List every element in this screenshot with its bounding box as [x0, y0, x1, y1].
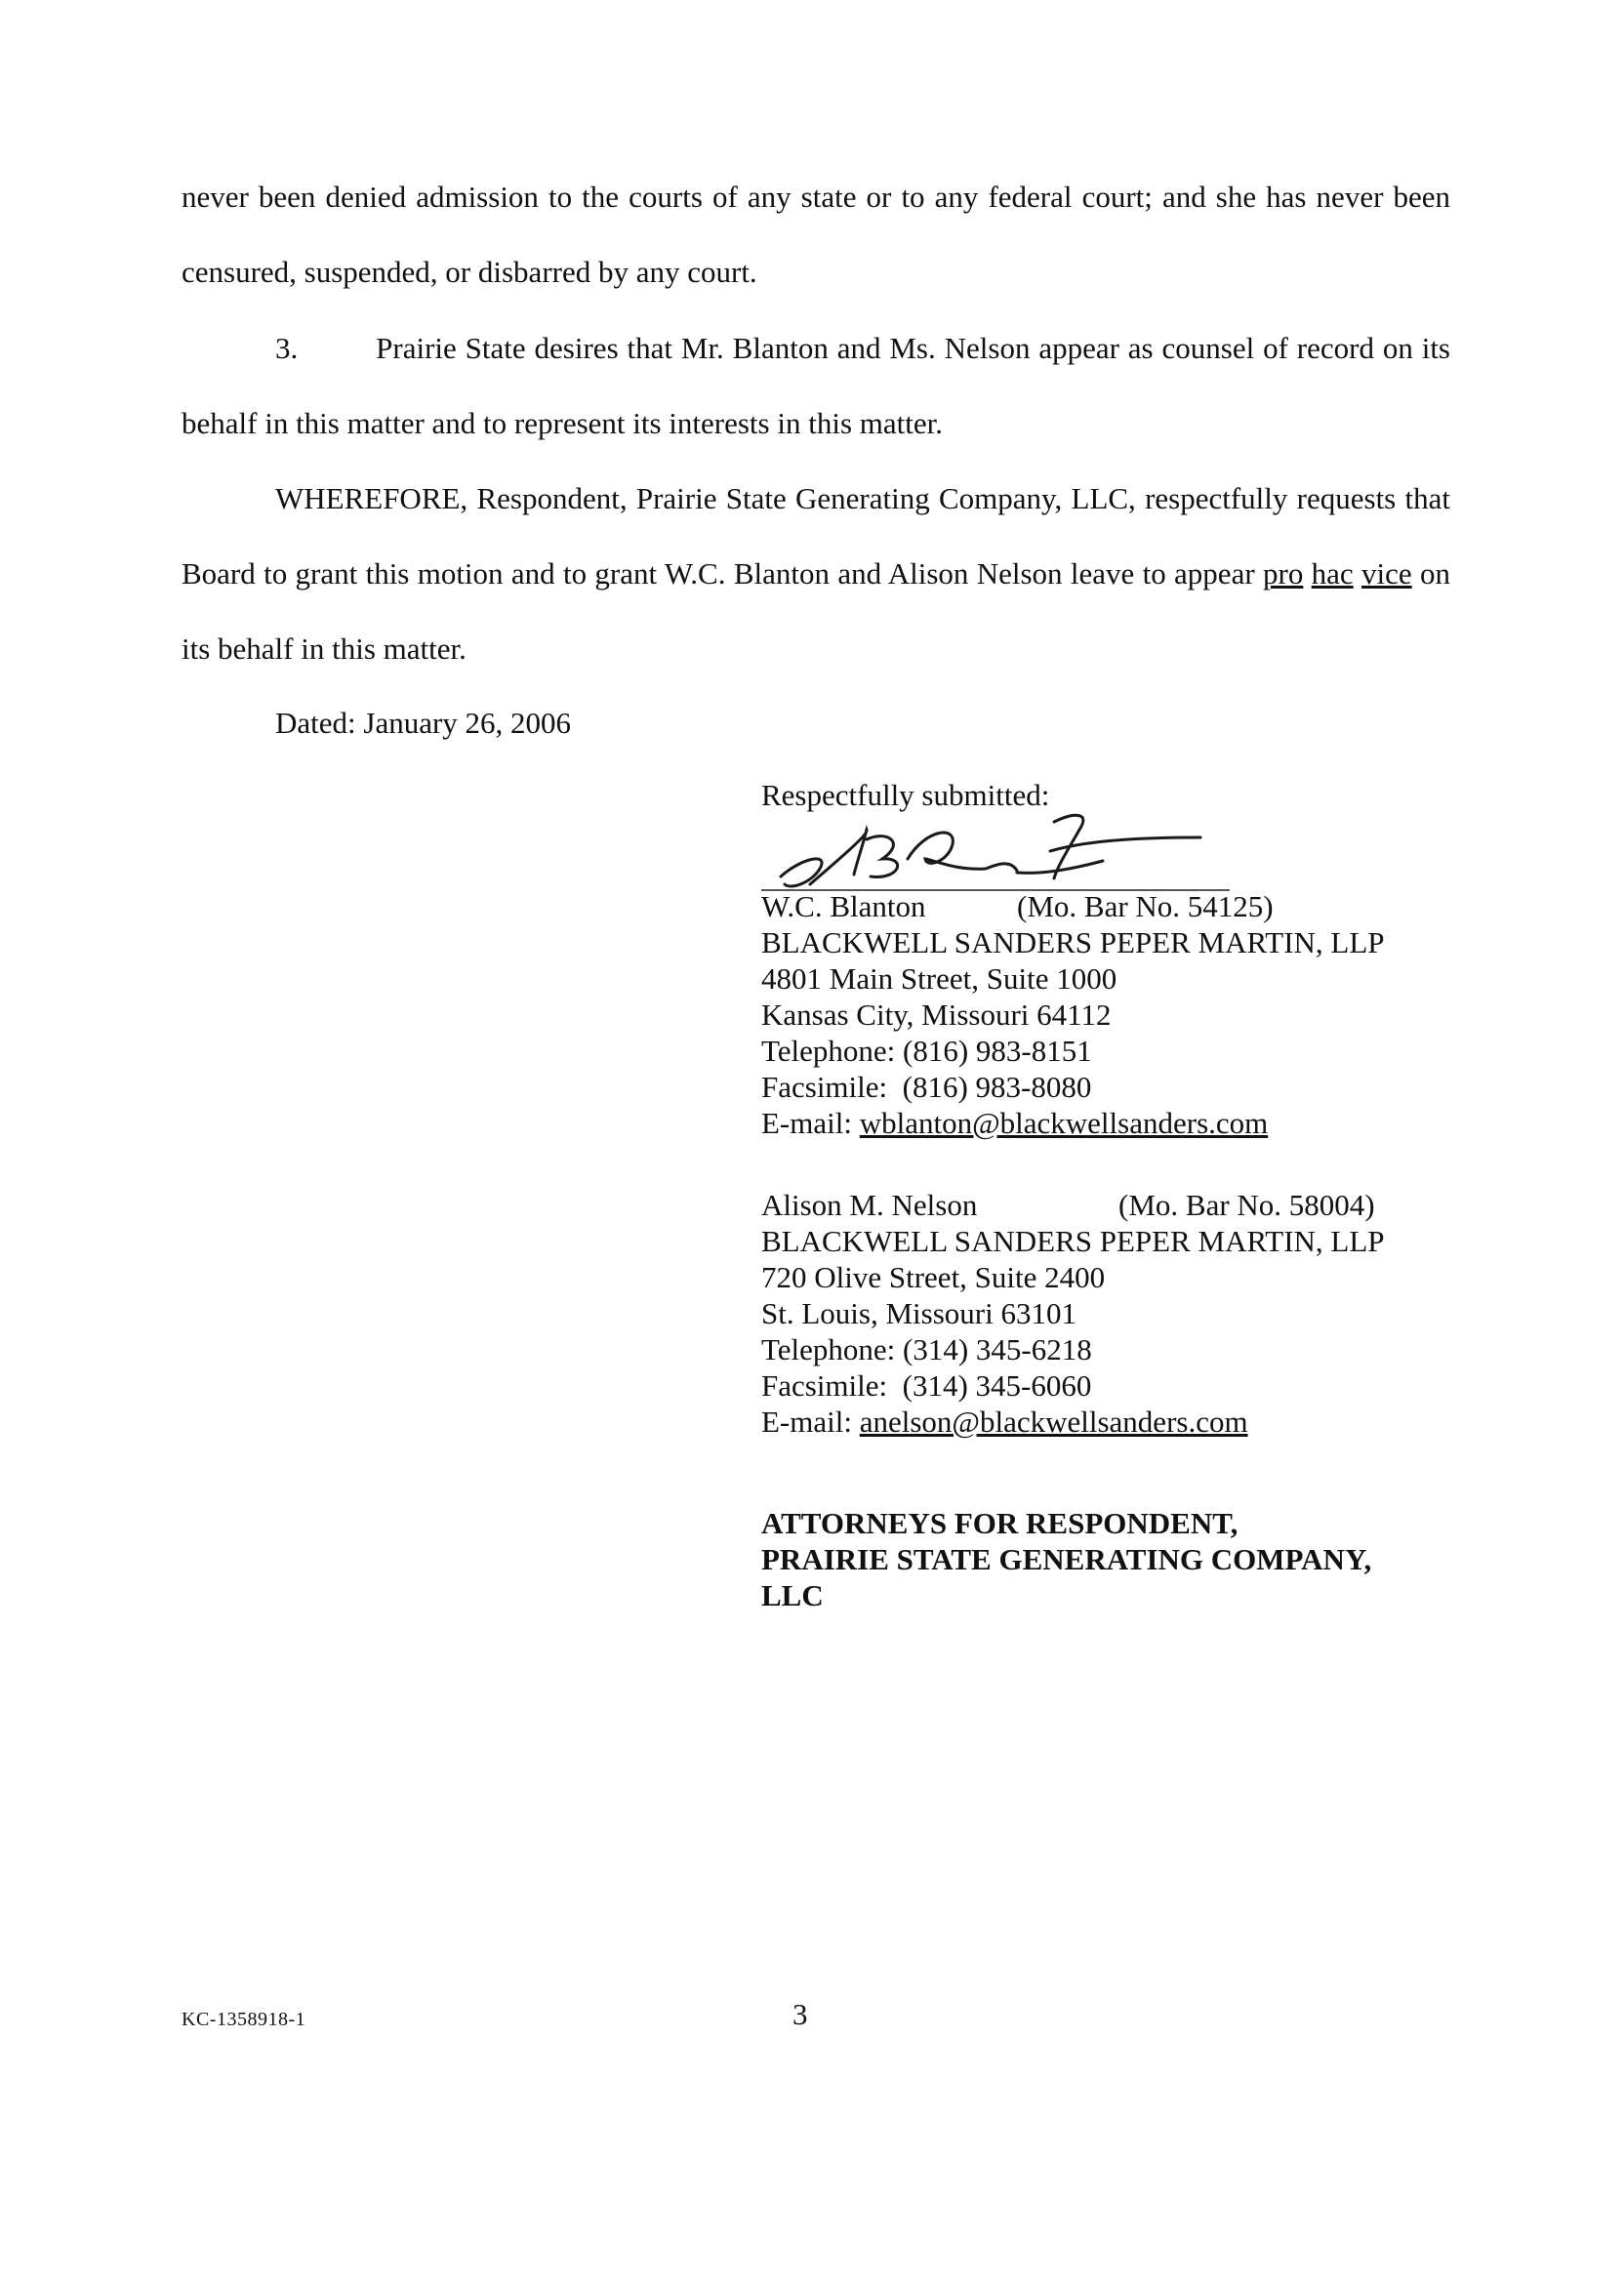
- vice-word: vice: [1361, 556, 1412, 591]
- wherefore-text: WHEREFORE, Respondent, Prairie State Generating Company, LLC, respectfully requests that Board to grant this motion and to grant W.C. Blanton and Alison Nelson leave to appear: [182, 481, 1450, 591]
- blanton-name: W.C. Blanton: [761, 889, 926, 923]
- blanton-bar-number: (Mo. Bar No. 54125): [1017, 889, 1274, 923]
- nelson-facsimile: Facsimile: (314) 345-6060: [761, 1368, 1092, 1403]
- handwritten-signature: [761, 800, 1230, 898]
- attorney-blanton: [761, 888, 1464, 1141]
- page-number: 3: [792, 1997, 808, 2031]
- nelson-email-link[interactable]: anelson@blackwellsanders.com: [859, 1405, 1248, 1439]
- blanton-email-label: E-mail:: [761, 1106, 860, 1140]
- document-id: KC-1358918-1: [182, 2009, 306, 2030]
- wherefore-end: on its behalf in this matter.: [182, 556, 1451, 666]
- nelson-city: St. Louis, Missouri 63101: [761, 1296, 1076, 1330]
- blanton-street: 4801 Main Street, Suite 1000: [761, 961, 1117, 996]
- attorney-nelson: [761, 1187, 1464, 1440]
- dated-line: Dated: January 26, 2006: [275, 706, 572, 740]
- hac-word: hac: [1311, 556, 1354, 591]
- item-number: 3.: [275, 331, 299, 365]
- attorneys-line-1: ATTORNEYS FOR RESPONDENT,: [761, 1506, 1238, 1540]
- wherefore-paragraph: [182, 461, 1450, 686]
- item-text: Prairie State desires that Mr. Blanton and Ms. Nelson appear as counsel of record on its behalf in this matter and to represent its interests in this matter.: [182, 331, 1450, 440]
- nelson-firm: BLACKWELL SANDERS PEPER MARTIN, LLP: [761, 1224, 1385, 1258]
- blanton-email-link[interactable]: wblanton@blackwellsanders.com: [859, 1106, 1269, 1140]
- blanton-firm: BLACKWELL SANDERS PEPER MARTIN, LLP: [761, 925, 1385, 959]
- blanton-name-line: [761, 888, 1464, 924]
- blanton-facsimile: Facsimile: (816) 983-8080: [761, 1070, 1092, 1104]
- blanton-telephone: Telephone: (816) 983-8151: [761, 1034, 1092, 1068]
- paragraph-3: [182, 310, 1450, 461]
- continuation-paragraph: never been denied admission to the courts of any state or to any federal court; and she has never been censured, suspended, or disbarred by any court.: [182, 180, 1450, 289]
- nelson-bar-number: (Mo. Bar No. 58004): [1118, 1188, 1375, 1222]
- pro-word: pro: [1263, 556, 1304, 591]
- attorneys-line-3: LLC: [761, 1578, 824, 1612]
- nelson-name: Alison M. Nelson: [761, 1188, 978, 1222]
- nelson-street: 720 Olive Street, Suite 2400: [761, 1260, 1106, 1294]
- nelson-name-line: [761, 1187, 1464, 1223]
- attorneys-line-2: PRAIRIE STATE GENERATING COMPANY,: [761, 1542, 1372, 1576]
- respectfully-submitted-label: Respectfully submitted:: [761, 778, 1050, 812]
- attorneys-for-respondent: [761, 1505, 1483, 1613]
- blanton-email-line: [761, 1105, 1464, 1141]
- nelson-email-line: [761, 1404, 1464, 1440]
- blanton-city: Kansas City, Missouri 64112: [761, 998, 1112, 1032]
- nelson-telephone: Telephone: (314) 345-6218: [761, 1332, 1092, 1366]
- nelson-email-label: E-mail:: [761, 1405, 860, 1439]
